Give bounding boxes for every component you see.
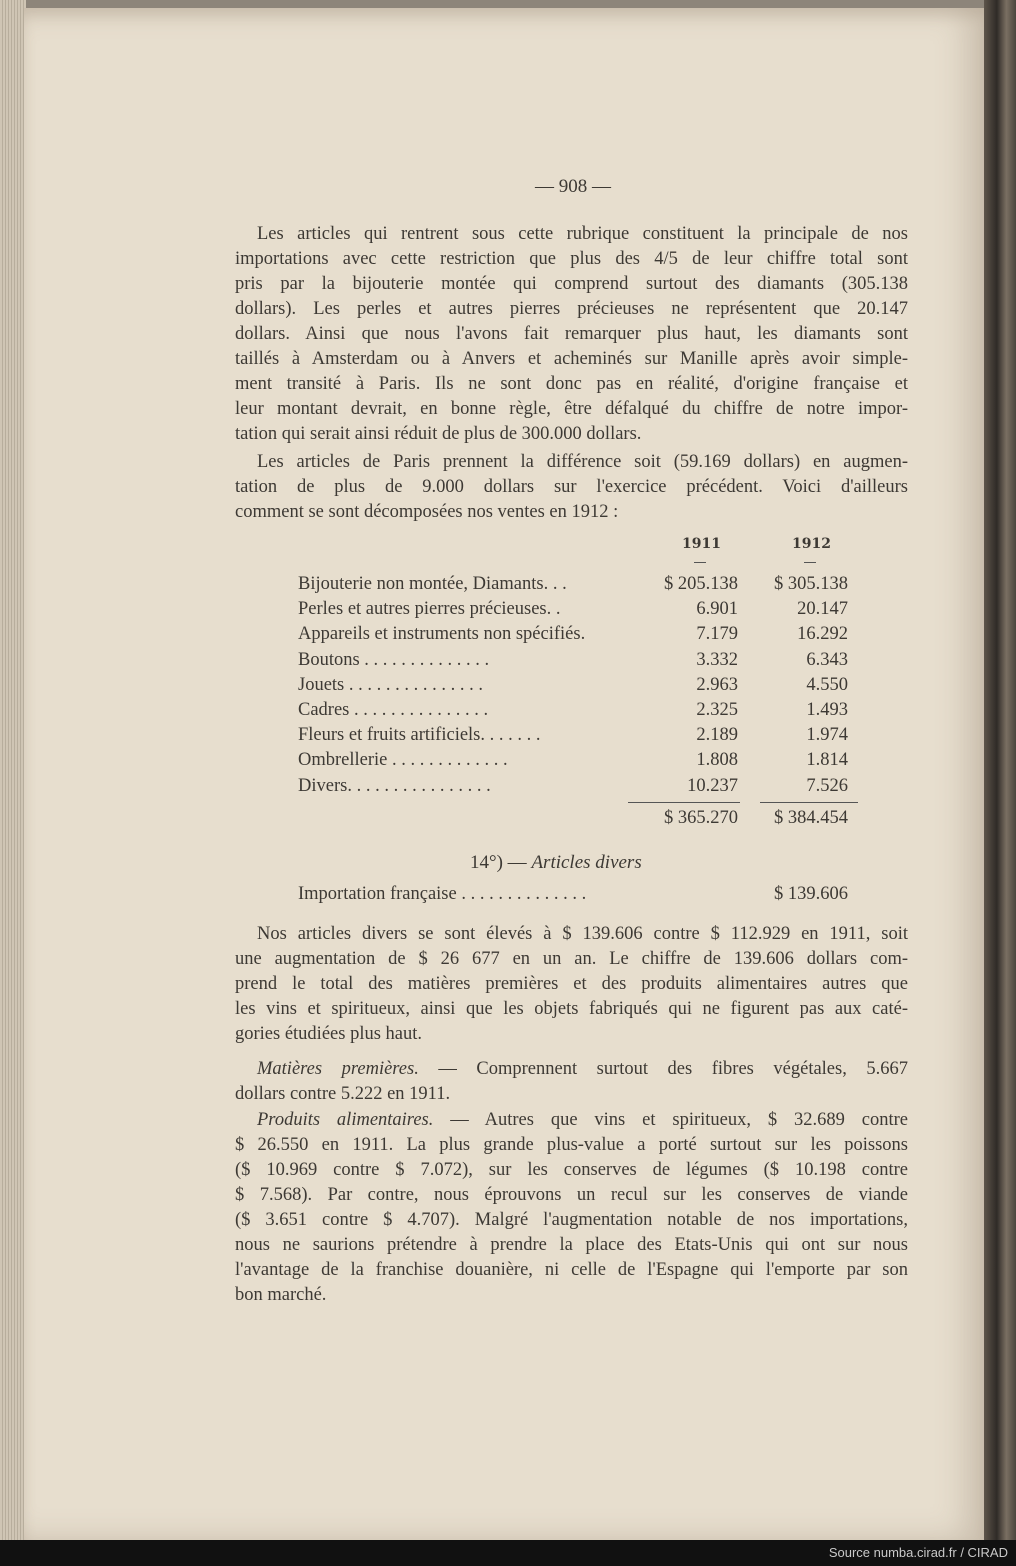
row-label: Bijouterie non montée, Diamants. . . xyxy=(298,574,567,594)
text-line: Les articles qui rentrent sous cette rubrique constituent la principale de nos xyxy=(257,224,908,244)
value-1911: 10.237 xyxy=(687,775,738,796)
value-1911: $ 205.138 xyxy=(664,574,738,594)
section-heading xyxy=(470,852,642,874)
value-1912: 1.814 xyxy=(806,750,848,771)
source-credit: Source numba.cirad.fr / CIRAD xyxy=(828,1545,1008,1560)
text-line: dollars). Les perles et autres pierres précieuses ne représentent que 20.147 xyxy=(235,299,908,319)
table-row xyxy=(298,750,858,775)
table-row xyxy=(298,725,858,750)
row-label: Fleurs et fruits artificiels. . . . . . . xyxy=(298,725,541,746)
row-label: Appareils et instruments non spécifiés. xyxy=(298,624,586,645)
value-1911: 1.808 xyxy=(696,750,738,771)
line-text: — Autres que vins et spiritueux, $ 32.689 contre xyxy=(433,1110,908,1130)
importation-label: Importation française . . . . . . . . . . . . . . xyxy=(298,884,587,904)
text-line: prend le total des matières premières et des produits alimentaires autres que xyxy=(235,974,908,994)
table-row xyxy=(298,700,858,725)
page-number: — 908 — xyxy=(535,176,611,197)
text-line: leur montant devrait, en bonne règle, être défalqué du chiffre de notre impor- xyxy=(235,399,908,419)
text-line: une augmentation de $ 26 677 en un an. Le chiffre de 139.606 dollars com- xyxy=(235,949,908,969)
value-1911: 2.189 xyxy=(696,725,738,746)
line-text: — Comprennent surtout des fibres végétales, 5.667 xyxy=(418,1059,908,1079)
total-1911: $ 365.270 xyxy=(664,808,738,828)
column-header-1912: 1912 xyxy=(792,536,831,552)
text-line: gories étudiées plus haut. xyxy=(235,1024,423,1044)
text-line: ($ 10.969 contre $ 7.072), sur les conserves de légumes ($ 10.198 contre xyxy=(235,1160,908,1180)
paragraph xyxy=(235,222,908,447)
row-label: Ombrellerie . . . . . . . . . . . . . xyxy=(298,750,508,771)
table-row xyxy=(298,650,858,675)
sum-rule xyxy=(760,802,858,803)
row-label: Perles et autres pierres précieuses. . xyxy=(298,599,561,620)
text-line xyxy=(235,1057,908,1082)
value-1912: 20.147 xyxy=(797,599,848,620)
text-line: les vins et spiritueux, ainsi que les objets fabriqués qui ne figurent pas aux caté- xyxy=(235,999,908,1019)
total-1912: $ 384.454 xyxy=(774,808,848,828)
table-row xyxy=(298,599,858,624)
paragraph xyxy=(235,450,908,525)
sum-rule xyxy=(628,802,740,803)
table-row xyxy=(298,776,858,801)
text-line: Les articles de Paris prennent la différence soit (59.169 dollars) en augmen- xyxy=(257,452,908,472)
lead-in: Matières premières. xyxy=(257,1059,419,1079)
table-row xyxy=(298,574,858,599)
text-line: comment se sont décomposées nos ventes en 1912 : xyxy=(235,502,619,522)
column-header-1911: 1911 xyxy=(682,536,721,552)
value-1911: 7.179 xyxy=(696,624,738,645)
value-1912: 7.526 xyxy=(806,775,848,796)
text-line: taillés à Amsterdam ou à Anvers et acheminés sur Manille après avoir simple- xyxy=(235,349,908,369)
book-binding xyxy=(984,0,1016,1540)
text-line: $ 26.550 en 1911. La plus grande plus-value a porté surtout sur les poissons xyxy=(235,1135,908,1155)
value-1912: 6.343 xyxy=(806,649,848,670)
row-label: Cadres . . . . . . . . . . . . . . . xyxy=(298,700,489,720)
value-1912: 1.493 xyxy=(806,700,848,720)
header-dash xyxy=(694,562,706,563)
value-1911: 3.332 xyxy=(696,649,738,670)
row-label: Boutons . . . . . . . . . . . . . . xyxy=(298,649,490,670)
value-1912: 16.292 xyxy=(797,624,848,645)
value-1911: 6.901 xyxy=(696,599,738,620)
text-line xyxy=(235,1108,908,1133)
value-1911: 2.325 xyxy=(696,700,738,720)
row-label: Divers. . . . . . . . . . . . . . . . xyxy=(298,775,491,796)
section-title: Articles divers xyxy=(531,852,642,873)
table-row xyxy=(298,624,858,649)
section-number: 14°) — xyxy=(470,852,532,873)
lead-in: Produits alimentaires. xyxy=(257,1110,434,1130)
paragraph xyxy=(235,922,908,1047)
value-1912: 1.974 xyxy=(806,725,848,746)
text-line: l'avantage de la franchise douanière, ni celle de l'Espagne qui l'emporte par son xyxy=(235,1260,908,1280)
text-line: pris par la bijouterie montée qui comprend surtout des diamants (305.138 xyxy=(235,274,908,294)
text-line: tation qui serait ainsi réduit de plus de 300.000 dollars. xyxy=(235,424,642,444)
text-line: ($ 3.651 contre $ 4.707). Malgré l'augmentation notable de nos importations, xyxy=(235,1210,908,1230)
text-line: $ 7.568). Par contre, nous éprouvons un recul sur les conserves de viande xyxy=(235,1185,908,1205)
row-label: Jouets . . . . . . . . . . . . . . . xyxy=(298,674,483,695)
totals-row xyxy=(298,808,858,833)
paragraph xyxy=(235,1108,908,1308)
text-line: bon marché. xyxy=(235,1285,327,1305)
paragraph xyxy=(235,1057,908,1107)
text-line: Nos articles divers se sont élevés à $ 139.606 contre $ 112.929 en 1911, soit xyxy=(257,924,908,944)
value-1911: 2.963 xyxy=(696,674,738,695)
table-row xyxy=(298,675,858,700)
text-line: dollars. Ainsi que nous l'avons fait remarquer plus haut, les diamants sont xyxy=(235,324,908,344)
header-dash xyxy=(804,562,816,563)
value-1912: 4.550 xyxy=(806,674,848,695)
footer-bar xyxy=(0,1540,1016,1566)
importation-value: $ 139.606 xyxy=(774,884,848,904)
value-1912: $ 305.138 xyxy=(774,574,848,594)
text-line: ment transité à Paris. Ils ne sont donc pas en réalité, d'origine française et xyxy=(235,374,908,394)
text-line: dollars contre 5.222 en 1911. xyxy=(235,1084,451,1104)
text-line: nous ne saurions prétendre à prendre la place des Etats-Unis qui ont sur nous xyxy=(235,1235,908,1255)
text-line: tation de plus de 9.000 dollars sur l'exercice précédent. Voici d'ailleurs xyxy=(235,477,908,497)
text-line: importations avec cette restriction que plus des 4/5 de leur chiffre total sont xyxy=(235,249,908,269)
page-edges xyxy=(0,0,26,1540)
